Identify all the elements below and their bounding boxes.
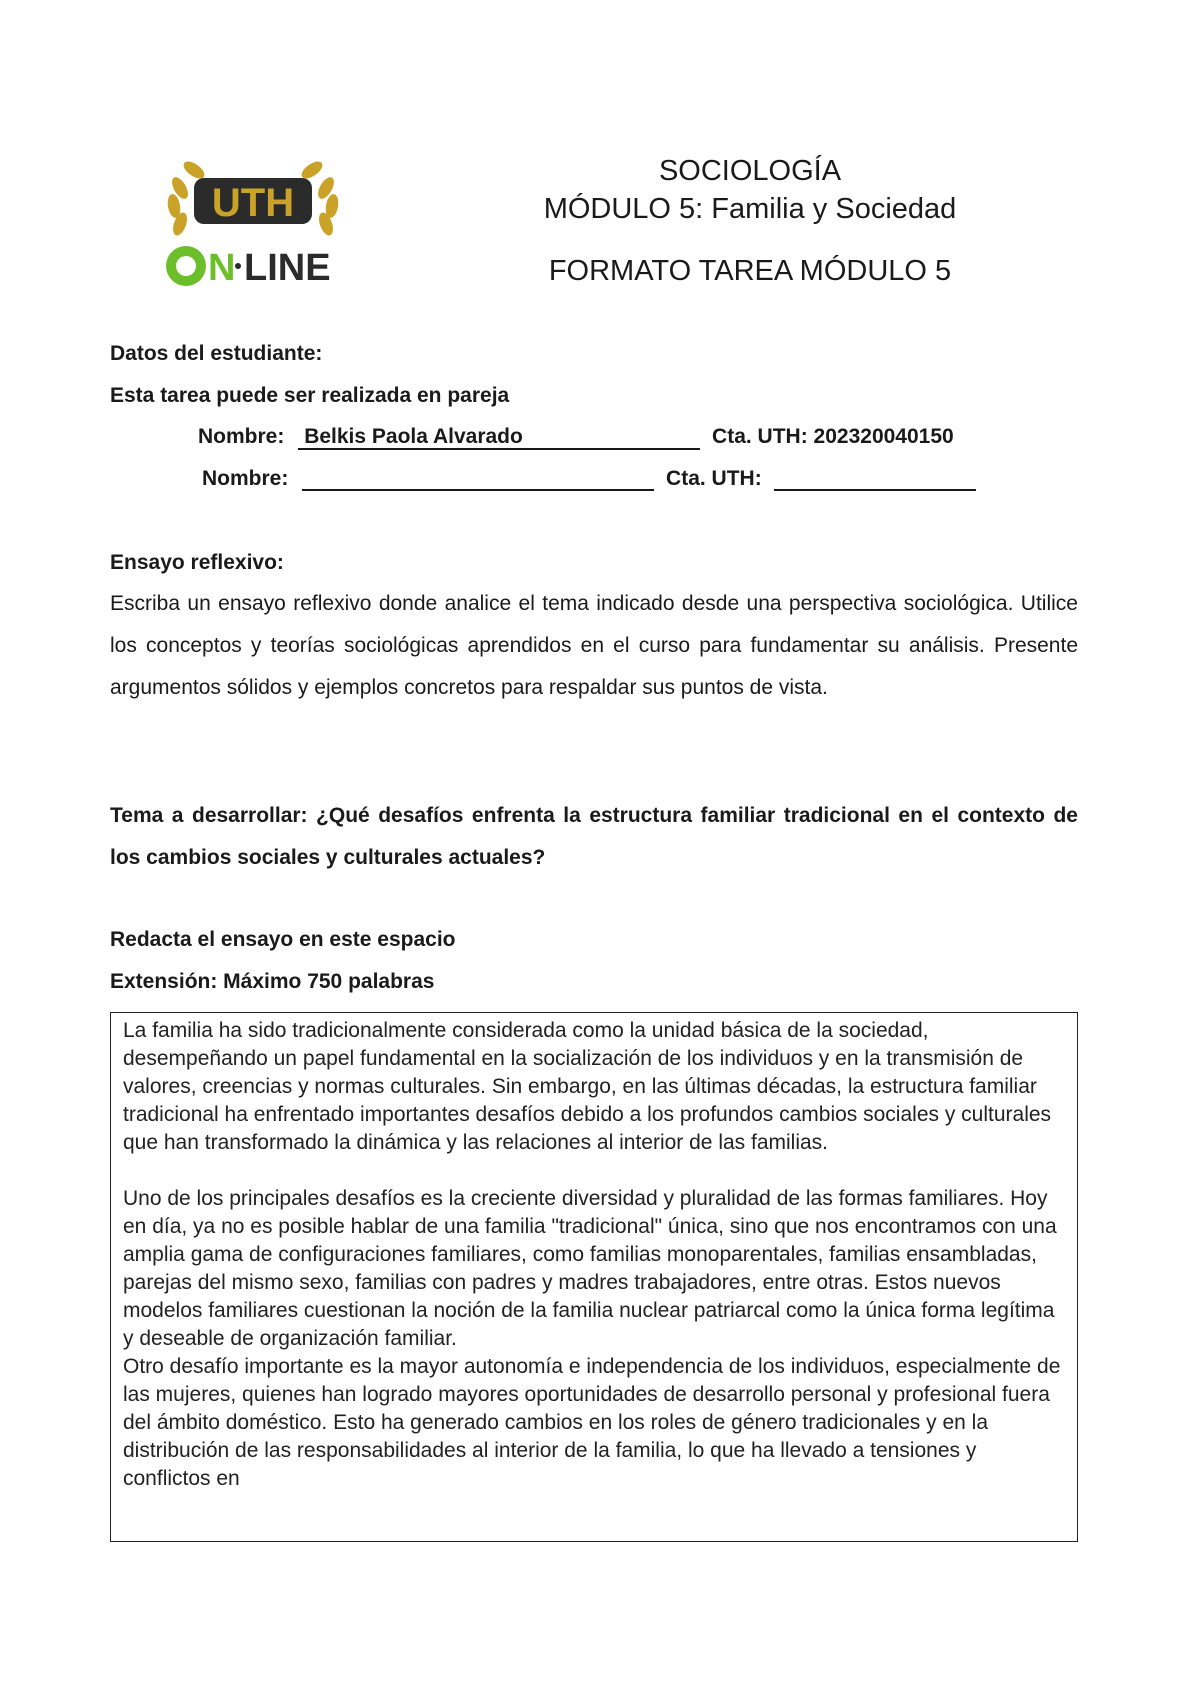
logo-graphic [158,148,348,298]
extension-label: Extensión: Máximo 750 palabras [110,970,435,993]
essay-paragraph-1: La familia ha sido tradicionalmente considerada como la unidad básica de la sociedad, desempeñando un papel fundamental en la socialización de los individuos y en la transmisión de valores, creencias y normas culturales. Sin embargo, en las últimas décadas, la estructura familiar tradicional ha enfrentado importantes desafíos debido a los profundos cambios sociales y culturales que han transformado la dinámica y las relaciones al interior de las familias. [123,1019,1052,1154]
module-title: MÓDULO 5: Familia y Sociedad [543,193,957,225]
cta-1-value: 202320040150 [813,425,954,448]
essay-topic: Tema a desarrollar: ¿Qué desafíos enfrenta la estructura familiar tradicional en el contexto de los cambios sociales y culturales actuales? [110,804,1078,869]
name-label: Nombre: [198,425,285,448]
student-row-1 [198,425,954,450]
student-row-2 [202,467,976,491]
student-data-heading: Datos del estudiante: [110,342,323,365]
logo-uth-text: UTH [211,181,295,225]
subject-title: SOCIOLOGÍA [658,155,842,187]
cta-label: Cta. UTH: [712,425,808,448]
document-header [470,152,1030,290]
essay-text-box[interactable] [110,1012,1078,1542]
name-1-field[interactable] [298,426,700,450]
name-label-2: Nombre: [202,467,289,490]
name-1-value: Belkis Paola Alvarado [304,425,523,448]
essay-paragraph-3: Otro desafío importante es la mayor autonomía e independencia de los individuos, especialmente de las mujeres, quienes han logrado mayores oportunidades de desarrollo personal y profesional fuera del ámbito doméstico. Esto ha generado cambios en los roles de género tradicionales y en la distribución de las responsabilidades al interior de la familia, lo que ha llevado a tensiones y conflictos en [123,1355,1061,1490]
format-title: FORMATO TAREA MÓDULO 5 [548,255,952,287]
cta-2-field[interactable] [774,467,976,491]
svg-text:LINE: LINE [244,247,331,289]
instructions-body: Escriba un ensayo reflexivo donde analice el tema indicado desde una perspectiva sociológica. Utilice los conceptos y teorías sociológicas aprendidos en el curso para fundamentar su análisis. Presente argumentos sólidos y ejemplos concretos para respaldar sus puntos de vista. [110,592,1078,699]
uth-online-logo [158,148,348,298]
essay-paragraph-2: Uno de los principales desafíos es la creciente diversidad y pluralidad de las formas familiares. Hoy en día, ya no es posible hablar de una familia "tradicional" única, sino que nos encontramos con una amplia gama de configuraciones familiares, como familias monoparentales, familias ensambladas, parejas del mismo sexo, familias con padres y madres trabajadores, entre otras. Estos nuevos modelos familiares cuestionan la noción de la familia nuclear patriarcal como la única forma legítima y deseable de organización familiar. [123,1187,1057,1350]
essay-heading: Ensayo reflexivo: [110,551,284,574]
logo-online-text: N [208,247,236,289]
cta-label-2: Cta. UTH: [666,467,762,490]
name-2-field[interactable] [302,467,654,491]
write-here-label: Redacta el ensayo en este espacio [110,928,456,951]
pair-note: Esta tarea puede ser realizada en pareja [110,384,510,407]
